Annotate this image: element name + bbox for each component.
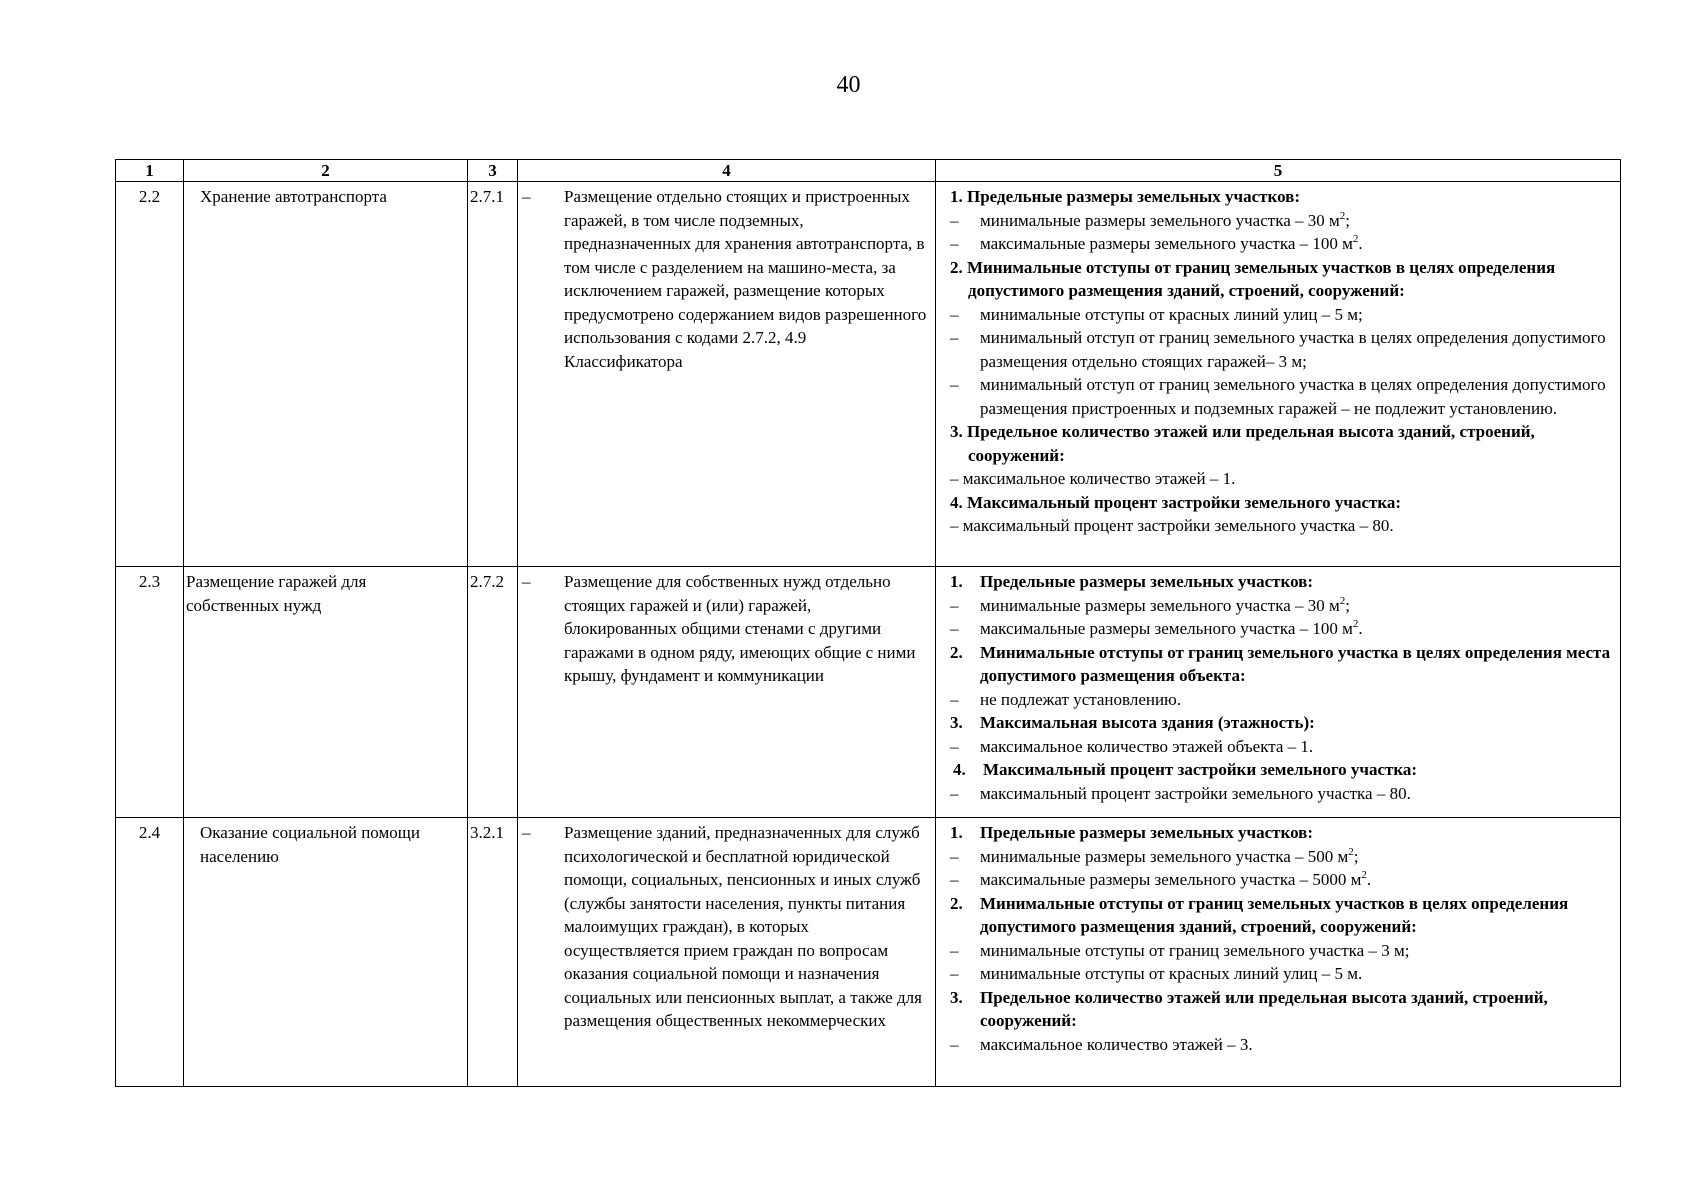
classifier-code: 2.7.1 [468,182,518,567]
param-heading: 1. Предельные размеры земельных участков: [950,823,1314,842]
param-item: – минимальный отступ от границ земельного участка в целях определения допустимого размещения пристроенных и подземных гаражей – не подлежит установлению. [950,375,1606,418]
use-description-cell [518,182,936,567]
table-row [116,182,1621,567]
use-type-name: Размещение гаражей для собственных нужд [184,567,468,818]
parameters-cell [936,818,1621,1087]
use-description-cell [518,567,936,818]
param-item: – минимальные отступы от границ земельного участка – 3 м; [950,940,1410,960]
row-number: 2.3 [116,567,184,818]
param-item: – максимальный процент застройки земельного участка – 80. [950,516,1394,535]
param-heading: 2. Минимальные отступы от границ земельного участка в целях определения места допустимого размещения объекта: [950,642,1611,685]
page-number: 40 [836,72,861,98]
column-header: 5 [936,160,1621,182]
row-number: 2.4 [116,818,184,1087]
use-type-name: Хранение автотранспорта [184,182,468,567]
param-heading: 1. Предельные размеры земельных участков: [950,187,1301,206]
param-item: – минимальные размеры земельного участка – 30 $м^2$; [950,209,1350,230]
use-description: Размещение для собственных нужд отдельно стоящих гаражей и (или) гаражей, блокированных общими стенами с другими гаражами в одном ряду, имеющих общие с ними крышу, фундамент и коммуникации [564,572,916,685]
param-item: – минимальные размеры земельного участка – 30 $м^2$; [950,594,1350,615]
param-item: – максимальные размеры земельного участка – 100 $м^2$. [950,618,1363,638]
table-row [116,567,1621,818]
table-header-row [116,160,1621,182]
param-item: – минимальный отступ от границ земельного участка в целях определения допустимого размещения отдельно стоящих гаражей– 3 м; [950,328,1606,371]
param-item: – минимальные размеры земельного участка – 500 $м^2$; [950,845,1359,866]
param-heading: 1. Предельные размеры земельных участков: [950,572,1314,591]
column-header: 4 [518,160,936,182]
use-description: Размещение зданий, предназначенных для служб психологической и бесплатной юридической помощи, социальных, пенсионных и иных служб (службы занятости населения, пункты питания малоимущих граждан), в которых осуществляется прием граждан по вопросам оказания социальной помощи и назначения социальных или пенсионных выплат, а также для размещения общественных некоммерческих [564,823,922,1030]
row-number: 2.2 [116,182,184,567]
param-item: – минимальные отступы от красных линий улиц – 5 м; [950,304,1363,324]
table-row [116,818,1621,1087]
param-item: – максимальный процент застройки земельного участка – 80. [950,783,1411,803]
param-heading: 2. Минимальные отступы от границ земельных участков в целях определения допустимого размещения зданий, строений, сооружений: [950,257,1556,300]
column-header: 1 [116,160,184,182]
classifier-code: 2.7.2 [468,567,518,818]
param-item: – не подлежат установлению. [950,689,1182,709]
param-heading: 3. Максимальная высота здания (этажность): [950,713,1315,732]
param-heading: 4. Максимальный процент застройки земельного участка: [953,760,1418,779]
column-header: 3 [468,160,518,182]
parameters-cell [936,182,1621,567]
use-type-name: Оказание социальной помощи населению [184,818,468,1087]
dash-marker: – [522,823,531,842]
param-heading: 3. Предельное количество этажей или предельная высота зданий, строений, сооружений: [950,987,1548,1030]
param-item: – максимальное количество этажей объекта – 1. [950,736,1314,756]
use-description: Размещение отдельно стоящих и пристроенных гаражей, в том числе подземных, предназначенных для хранения автотранспорта, в том числе с разделением на машино-места, за исключением гаражей, размещение которых предусмотрено содержанием видов разрешенного использования с кодами 2.7.2, 4.9 Классификатора [564,187,927,371]
param-heading: 2. Минимальные отступы от границ земельных участков в целях определения допустимого размещения зданий, строений, сооружений: [950,893,1569,936]
zoning-regulations-table [115,159,1621,1087]
param-item: – минимальные отступы от красных линий улиц – 5 м. [950,964,1363,983]
use-description-cell [518,818,936,1087]
column-header: 2 [184,160,468,182]
param-heading: 4. Максимальный процент застройки земельного участка: [950,492,1402,512]
dash-marker: – [522,187,531,206]
parameters-cell [936,567,1621,818]
param-item: – максимальные размеры земельного участка – 5000 $м^2$. [950,869,1372,889]
param-item: – максимальные размеры земельного участка – 100 $м^2$. [950,233,1363,253]
dash-marker: – [522,572,531,591]
param-item: – максимальное количество этажей – 1. [950,469,1236,488]
param-heading: 3. Предельное количество этажей или предельная высота зданий, строений, сооружений: [950,422,1535,465]
param-item: – максимальное количество этажей – 3. [950,1034,1253,1054]
classifier-code: 3.2.1 [468,818,518,1087]
